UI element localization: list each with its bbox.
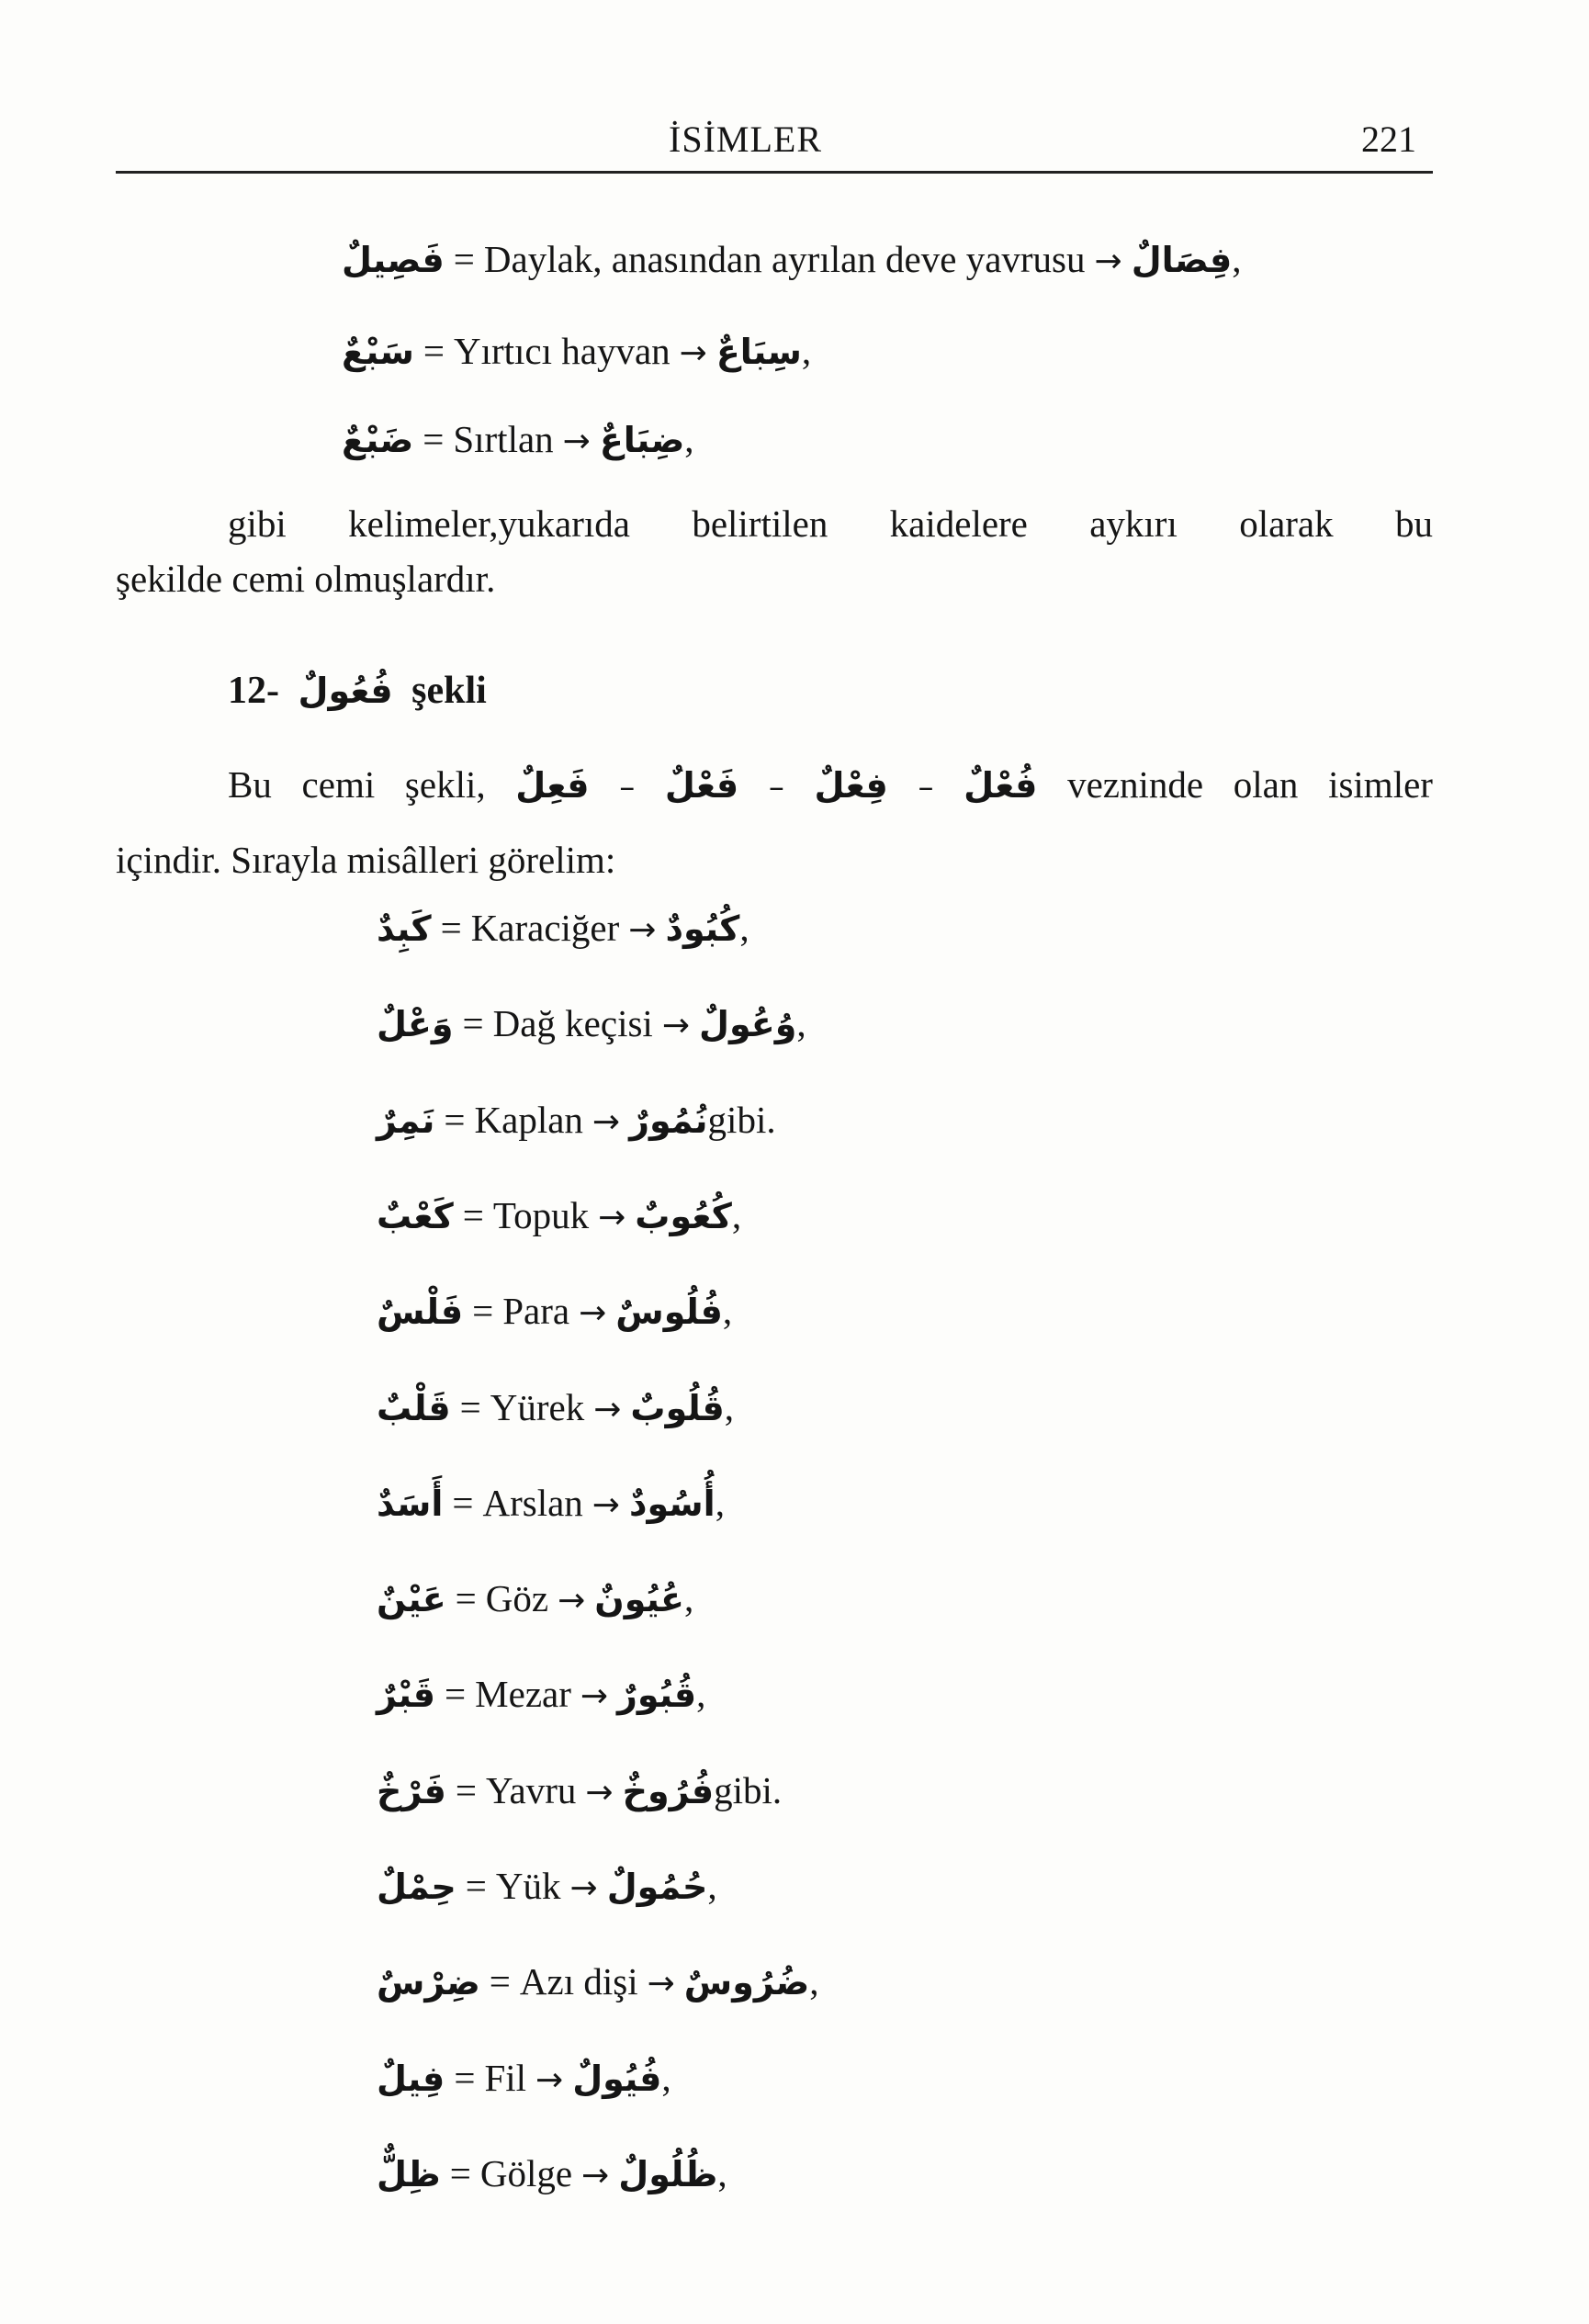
entry-line <box>377 1769 783 1811</box>
arrow-icon: → <box>598 1199 626 1236</box>
entry-suffix: , <box>731 1194 742 1236</box>
pattern-separator: – <box>619 769 636 806</box>
arrow-icon: → <box>580 1677 609 1715</box>
equals-sign: = <box>462 1002 484 1044</box>
arrow-icon: → <box>581 2157 610 2194</box>
paragraph-1 <box>116 496 1433 606</box>
arrow-icon: → <box>679 334 707 372</box>
equals-sign: = <box>462 1194 484 1236</box>
paragraph-1-line-1 <box>116 496 1433 551</box>
singular-word: نَمِرٌ <box>377 1100 435 1141</box>
paragraph-2-word: cemi <box>301 763 376 806</box>
entry-line <box>377 1002 806 1044</box>
pattern-separator: – <box>918 769 934 806</box>
paragraph-1-word: aykırı <box>1089 502 1178 545</box>
paragraph-1-word: gibi <box>228 502 287 545</box>
plural-word: ضُرُوسٌ <box>683 1962 810 2002</box>
singular-word: عَيْنٌ <box>377 1579 446 1619</box>
gloss-text: Daylak, anasından ayrılan deve yavrusu <box>483 238 1086 280</box>
pattern-word: فَعْلٌ <box>664 765 739 806</box>
plural-word: قُبُورٌ <box>617 1675 697 1715</box>
equals-sign: = <box>423 330 445 372</box>
arrow-icon: → <box>579 1294 607 1332</box>
gloss-text: Azı dişi <box>519 1960 638 2002</box>
entry-suffix: , <box>717 2152 727 2194</box>
entry-suffix: , <box>724 1386 735 1428</box>
section-label: şekli <box>411 670 487 712</box>
singular-word: قَلْبٌ <box>377 1388 451 1428</box>
gloss-text: Karaciğer <box>470 907 620 949</box>
paragraph-2-word: vezninde <box>1067 763 1204 806</box>
paragraph-2-word: şekli, <box>404 763 486 806</box>
singular-word: أَسَدٌ <box>377 1484 444 1524</box>
plural-word: كُبُودٌ <box>665 908 740 949</box>
section-number: 12- <box>228 670 279 712</box>
plural-word: ضِبَاعٌ <box>599 420 685 460</box>
entry-suffix: , <box>739 907 749 949</box>
singular-word: ظِلٌّ <box>377 2154 441 2194</box>
entry-suffix: , <box>661 2057 671 2099</box>
paragraph-2-word: olan <box>1233 763 1299 806</box>
plural-word: أُسُودٌ <box>628 1484 716 1524</box>
plural-word: فُلُوسٌ <box>615 1292 723 1332</box>
equals-sign: = <box>472 1290 494 1332</box>
arrow-icon: → <box>535 2061 564 2099</box>
paragraph-2-line-2: içindir. Sırayla misâlleri görelim: <box>116 839 616 881</box>
paragraph-1-word: belirtilen <box>692 502 828 545</box>
equals-sign: = <box>449 2152 471 2194</box>
plural-word: قُلُوبٌ <box>630 1388 725 1428</box>
gloss-text: Mezar <box>475 1673 571 1715</box>
plural-word: حُمُولٌ <box>606 1867 708 1907</box>
equals-sign: = <box>459 1386 481 1428</box>
running-head: İSİMLER <box>669 118 822 160</box>
entry-suffix: , <box>1232 238 1242 280</box>
singular-word: سَبْعٌ <box>342 332 414 372</box>
header-rule <box>116 171 1433 174</box>
plural-word: فِصَالٌ <box>1131 240 1233 280</box>
arrow-icon: → <box>661 1007 690 1044</box>
plural-word: سِبَاعٌ <box>716 332 802 372</box>
arrow-icon: → <box>1094 243 1122 280</box>
entry-suffix: , <box>809 1960 819 2002</box>
gloss-text: Para <box>502 1290 570 1332</box>
plural-word: فُيُولٌ <box>572 2059 662 2099</box>
section-heading <box>228 669 487 713</box>
gloss-text: Arslan <box>482 1482 583 1524</box>
entry-line <box>377 1484 725 1522</box>
plural-word: نُمُورٌ <box>629 1100 708 1141</box>
gloss-text: Fil <box>484 2057 527 2099</box>
entry-suffix: gibi. <box>714 1769 783 1811</box>
entry-suffix: , <box>684 1577 694 1619</box>
entry-line <box>377 1386 735 1428</box>
singular-word: ضَبْعٌ <box>342 420 414 460</box>
entry-suffix: , <box>715 1482 725 1524</box>
gloss-text: Dağ keçisi <box>492 1002 653 1044</box>
arrow-icon: → <box>647 1965 675 2002</box>
entry-line <box>377 1675 705 1713</box>
entry-suffix: , <box>707 1865 717 1907</box>
entry-line <box>342 238 1242 280</box>
paragraph-1-word: bu <box>1394 502 1433 545</box>
entry-line <box>377 2059 671 2097</box>
plural-word: عُيُونٌ <box>594 1579 685 1619</box>
entry-suffix: , <box>796 1002 806 1044</box>
equals-sign: = <box>445 1673 467 1715</box>
paragraph-2-word: Bu <box>228 763 272 806</box>
arrow-icon: → <box>628 911 657 949</box>
equals-sign: = <box>454 2057 476 2099</box>
singular-word: وَعْلٌ <box>377 1004 454 1044</box>
entry-line <box>377 1101 776 1139</box>
pattern-word: فَعِلٌ <box>515 765 590 806</box>
arrow-icon: → <box>569 1869 598 1907</box>
entry-line <box>377 1292 732 1330</box>
singular-word: فَصِيلٌ <box>342 240 445 280</box>
equals-sign: = <box>444 1099 466 1141</box>
paragraph-1-word: kaidelere <box>889 502 1028 545</box>
equals-sign: = <box>453 238 475 280</box>
equals-sign: = <box>455 1577 477 1619</box>
arrow-icon: → <box>592 1486 620 1524</box>
paragraph-1-line-2: şekilde cemi olmuşlardır. <box>116 558 496 600</box>
plural-word: ظُلُولٌ <box>618 2154 718 2194</box>
section-pattern: فُعُولٌ <box>298 671 393 711</box>
entry-suffix: gibi. <box>707 1099 776 1141</box>
entry-suffix: , <box>801 330 812 372</box>
arrow-icon: → <box>558 1582 586 1619</box>
entry-line <box>342 418 694 460</box>
paragraph-2-word: isimler <box>1328 763 1433 806</box>
gloss-text: Sırtlan <box>453 418 554 460</box>
gloss-text: Yırtıcı hayvan <box>453 330 671 372</box>
gloss-text: Gölge <box>479 2152 573 2194</box>
singular-word: قَبْرٌ <box>377 1675 436 1715</box>
plural-word: وُعُولٌ <box>699 1004 797 1044</box>
arrow-icon: → <box>562 423 591 460</box>
paragraph-1-word: olarak <box>1239 502 1334 545</box>
equals-sign: = <box>465 1865 487 1907</box>
entry-line <box>377 2152 727 2194</box>
singular-word: كَبِدٌ <box>377 908 432 949</box>
gloss-text: Topuk <box>492 1194 590 1236</box>
singular-word: فَرْخٌ <box>377 1771 446 1811</box>
entry-line <box>377 1960 819 2002</box>
equals-sign: = <box>455 1769 478 1811</box>
equals-sign: = <box>423 418 445 460</box>
singular-word: فَلْسٌ <box>377 1292 464 1332</box>
equals-sign: = <box>452 1482 474 1524</box>
entry-suffix: , <box>696 1673 706 1715</box>
page-number: 221 <box>1361 118 1416 160</box>
singular-word: كَعْبٌ <box>377 1196 454 1236</box>
pattern-word: فِعْلٌ <box>814 765 888 806</box>
gloss-text: Yavru <box>486 1769 577 1811</box>
entry-suffix: , <box>722 1290 733 1332</box>
paragraph-1-word: kelimeler,yukarıda <box>348 502 630 545</box>
plural-word: كُعُوبٌ <box>635 1196 732 1236</box>
pattern-separator: – <box>768 769 784 806</box>
singular-word: حِمْلٌ <box>377 1867 456 1907</box>
entry-suffix: , <box>684 418 694 460</box>
paragraph-2-line-1 <box>228 762 1433 807</box>
entry-line <box>377 1194 742 1236</box>
gloss-text: Göz <box>485 1577 549 1619</box>
entry-line <box>377 909 749 947</box>
entry-line <box>342 330 812 372</box>
gloss-text: Yük <box>495 1865 561 1907</box>
entry-line <box>377 1867 717 1905</box>
singular-word: فِيلٌ <box>377 2059 445 2099</box>
equals-sign: = <box>489 1960 511 2002</box>
equals-sign: = <box>440 907 462 949</box>
gloss-text: Kaplan <box>474 1099 583 1141</box>
plural-word: فُرُوخٌ <box>622 1771 715 1811</box>
singular-word: ضِرْسٌ <box>377 1962 480 2002</box>
gloss-text: Yürek <box>490 1386 585 1428</box>
entry-line <box>377 1577 694 1619</box>
arrow-icon: → <box>593 1391 622 1428</box>
arrow-icon: → <box>592 1103 621 1141</box>
pattern-word: فُعْلٌ <box>964 765 1038 806</box>
arrow-icon: → <box>585 1774 614 1811</box>
